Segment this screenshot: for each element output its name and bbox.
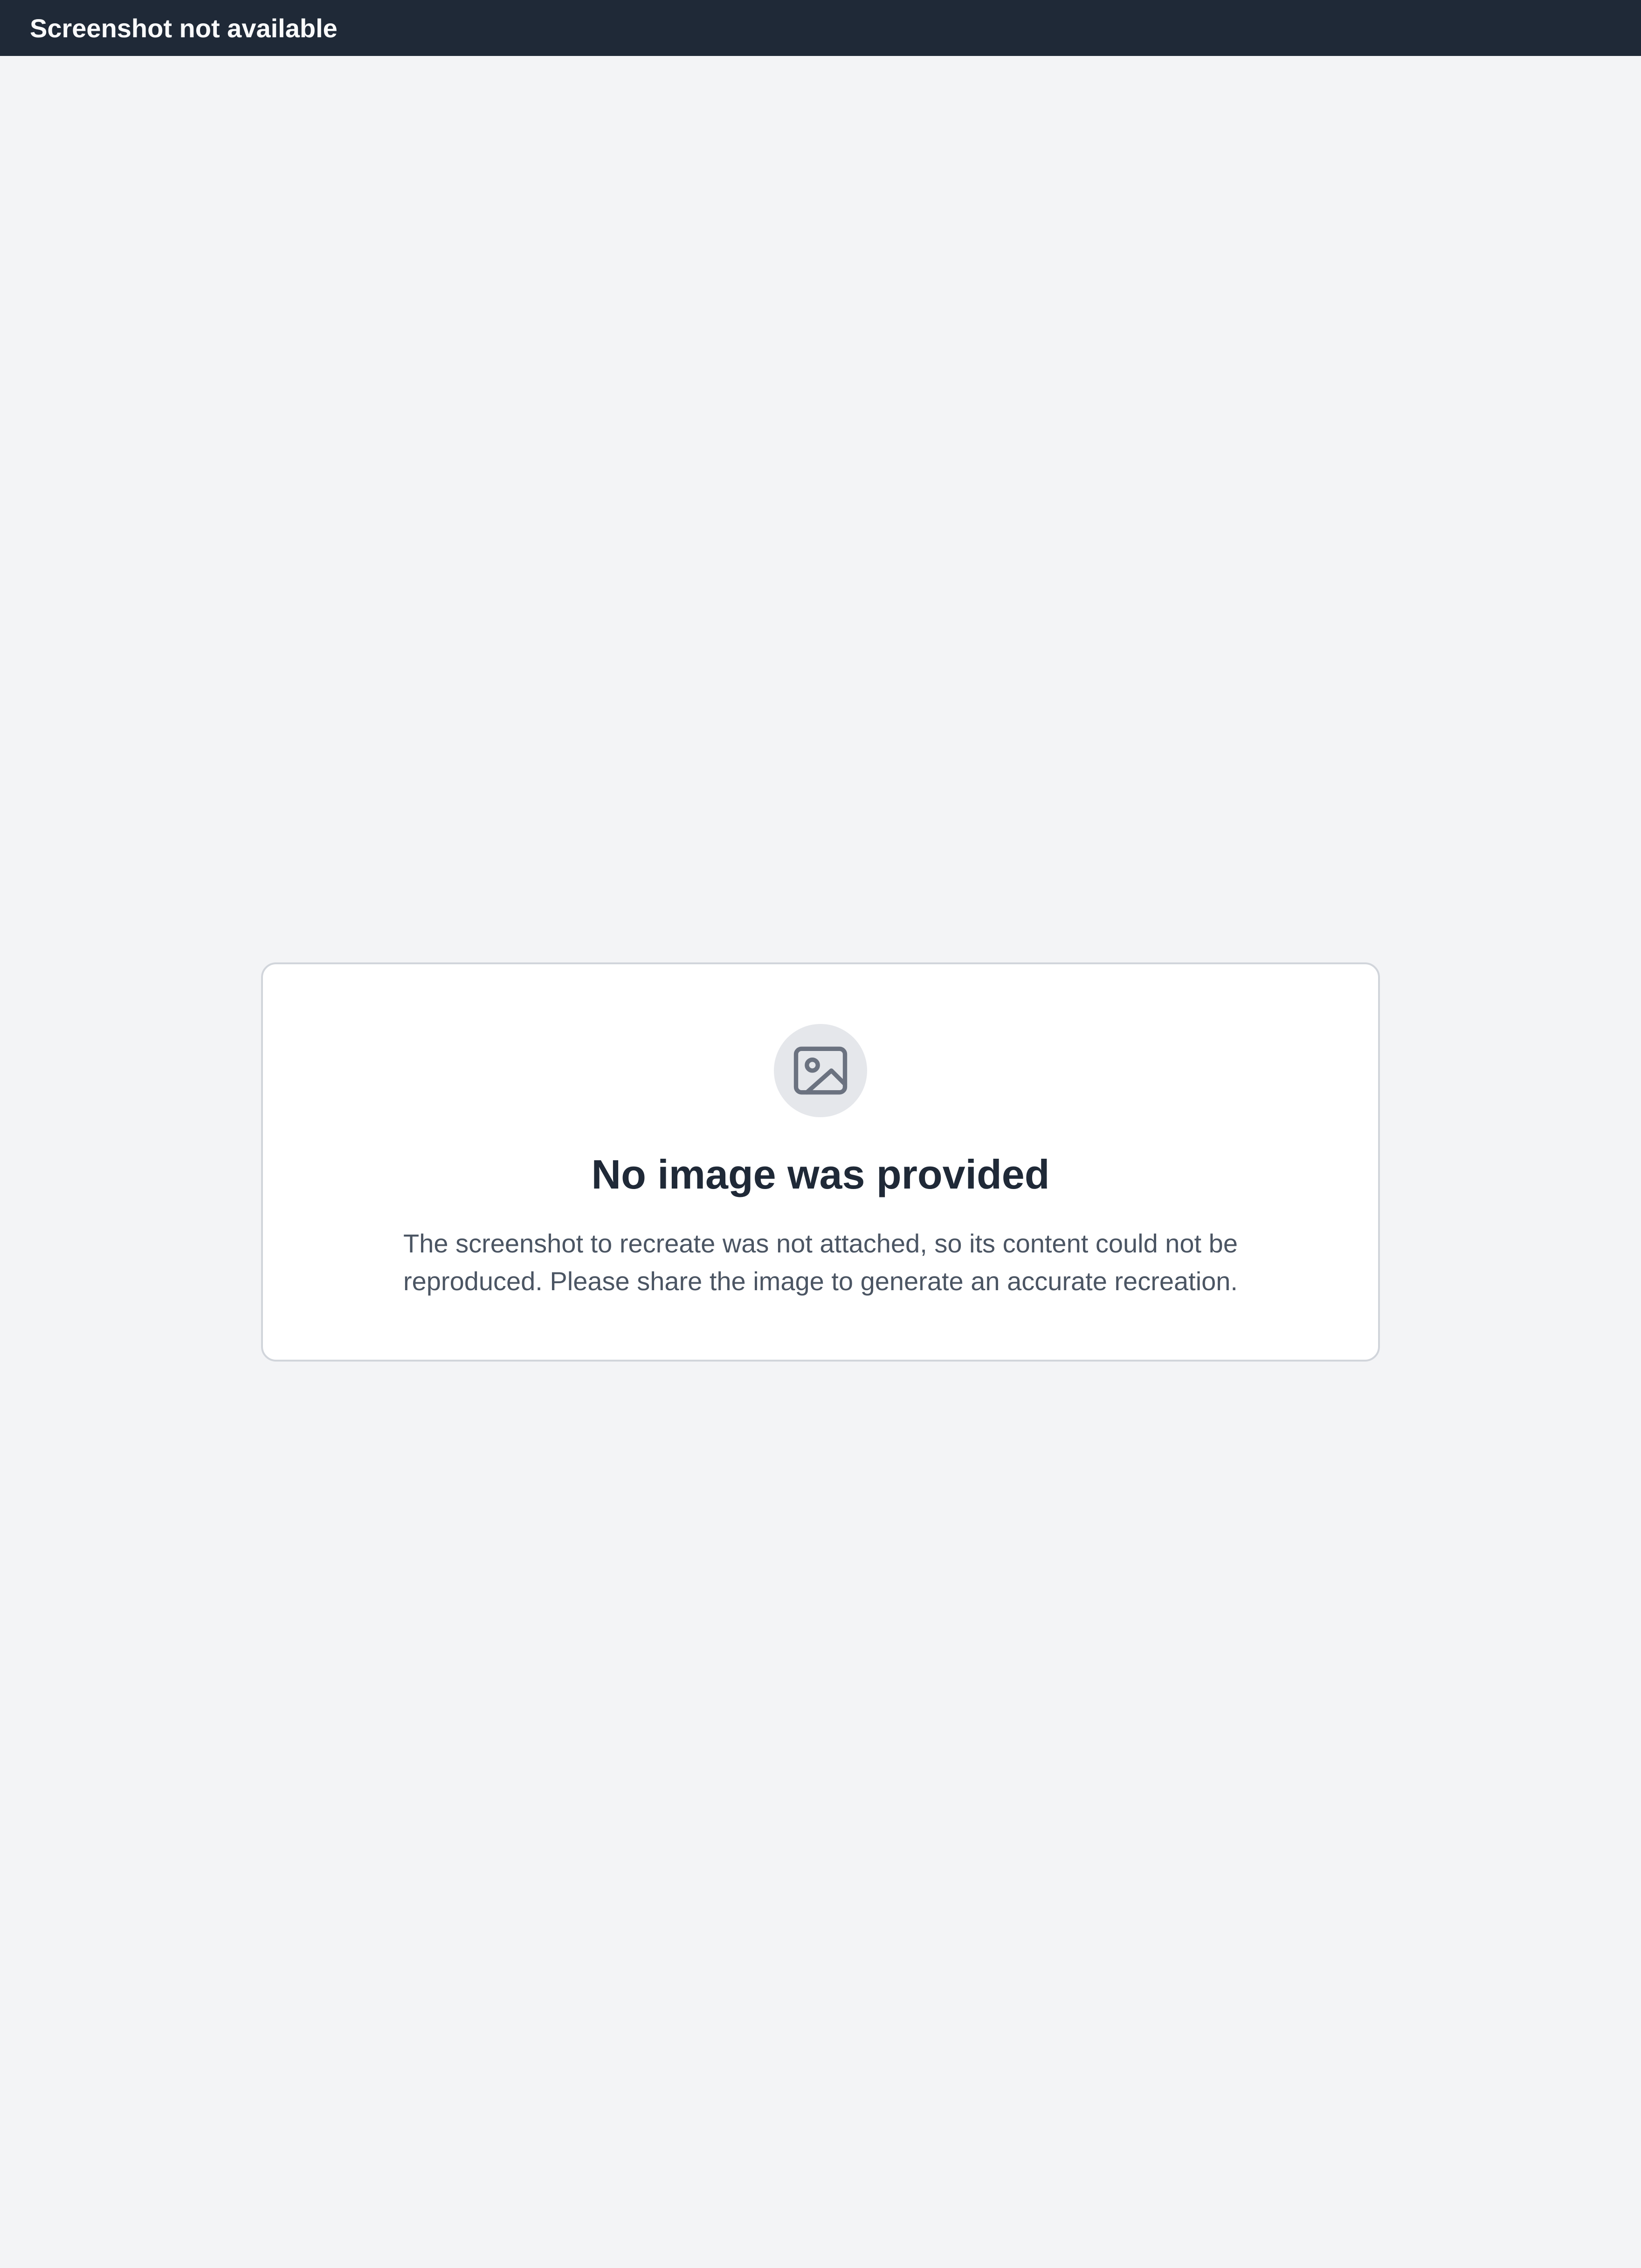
title-bar — [0, 0, 1641, 56]
notice-heading: No image was provided — [591, 1151, 1050, 1197]
image-icon — [774, 1024, 867, 1117]
notice-body: The screenshot to recreate was not attached, so its content could not be reproduced. Please share the image to generate an accurate recreation. — [403, 1228, 1238, 1296]
window-title: Screenshot not available — [30, 13, 338, 43]
missing-image-notice — [261, 962, 1380, 1362]
workspace — [0, 56, 1641, 2268]
